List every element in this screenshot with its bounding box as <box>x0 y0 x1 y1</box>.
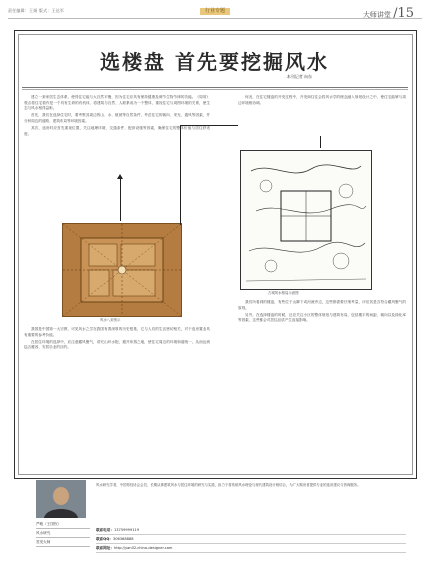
header-divider <box>8 18 422 19</box>
author-photo-graphic <box>36 480 86 518</box>
section-tag: 行业专题 <box>200 8 230 15</box>
paragraph: 在居住环境的选择中，应注意藏风聚气，讲究山环水抱，避开冲煞之地，使住宅周边的环境和谐统一，从而达到趋吉避凶、安居乐业的目的。 <box>24 339 210 350</box>
map-caption: 古城风水格局示意图 <box>268 291 299 295</box>
author-role: 签发大师 <box>36 538 90 547</box>
title-divider <box>22 87 408 88</box>
contact-info <box>96 526 406 553</box>
title-divider-thin <box>22 89 408 90</box>
paragraph: 我们所看到的楼盘，有些位于山脚下或河流旁边，这些都需要仔细考量，评估其是否符合藏风聚气的原则。 <box>238 300 406 310</box>
header-credits: 责任编辑：王娟 版式：王达军 <box>8 8 65 13</box>
arrow-up-icon <box>117 174 123 179</box>
paragraph: 其次，选房时应首先重视位置，关注地理环境、交通条件、配套设施等因素，确保住宅的整体价值与居住舒适度。 <box>24 126 210 136</box>
author-bio: 风水研究学者，中国易经协会会员，长期从事建筑风水与居住环境的研究与实践，致力于将传统风水理论与现代建筑设计相结合，为广大购房者提供专业的选房建议与咨询服务。 <box>96 483 361 487</box>
paragraph: 何况，在住宅楼盘的开发过程中，开发商往往会将风水学的理念融入规划设计之中，使住宅能够与周边环境相协调。 <box>238 95 406 105</box>
arrow-connector-vertical <box>120 177 121 221</box>
article-title: 选楼盘 首先要挖掘风水 <box>100 50 329 74</box>
author-photo <box>36 480 86 518</box>
city-map-graphic <box>241 151 371 289</box>
paragraph: 另外，在选择楼盘的时候，还应关注小区的整体规划与建筑布局，包括楼宇的间距、朝向以及绿化率等因素，这些都会对居住品质产生直接影响。 <box>238 312 406 323</box>
website-link[interactable]: http://yan02.china-designer.com <box>113 546 173 550</box>
article-byline: 本刊记者 向东 <box>286 74 312 79</box>
right-column-bottom <box>238 300 406 467</box>
right-column-top <box>238 95 406 135</box>
contact-qq: 联系QQ：306368888 <box>96 535 406 544</box>
city-map-image <box>240 150 372 290</box>
contact-phone: 联系电话：13759999119 <box>96 526 406 535</box>
arrow-connector-horizontal <box>180 125 238 126</box>
bagua-floorplan-image <box>62 223 182 317</box>
contact-website[interactable]: 联系网址：http://yan02.china-designer.com <box>96 544 406 553</box>
author-name: 严峻（王国钦） <box>36 520 90 529</box>
paragraph: 建立一套家居生态体系，使得住宅能与大自然平衡，因为住宅应具有保持健康及调节生物节律的功能。《周易》观点将住宅看作是一个具有生命的有机体，将建筑与自然、人联系成为一个整体，重视住宅与周围环境的关系，使生态与风水相得益彰。 <box>24 95 210 111</box>
author-labels <box>36 520 90 547</box>
bagua-floorplan-graphic <box>63 224 181 316</box>
paragraph: 首先，我们在选择住宅时，要考察其周边的山、水、植被等自然条件，考虑住宅的朝向、采光、通风等因素，并分析周边的道路、建筑布局等环境因素。 <box>24 113 210 123</box>
author-title: 风水研究 <box>36 529 90 538</box>
arrow-connector-map <box>320 136 321 148</box>
page-number: /15 <box>393 6 414 21</box>
paragraph: 我国是中国第一大宗教，可见风水之学在我国有着深厚的历史根基，它与人们的生活密切相关，对于选房置业具有重要的参考价值。 <box>24 327 210 337</box>
column-name: 大师讲堂 <box>362 11 391 19</box>
arrow-connector-vertical-2 <box>180 125 181 225</box>
left-column-top <box>24 95 210 175</box>
image-caption: 风水八卦图示 <box>100 318 121 322</box>
left-column-bottom <box>24 327 210 467</box>
